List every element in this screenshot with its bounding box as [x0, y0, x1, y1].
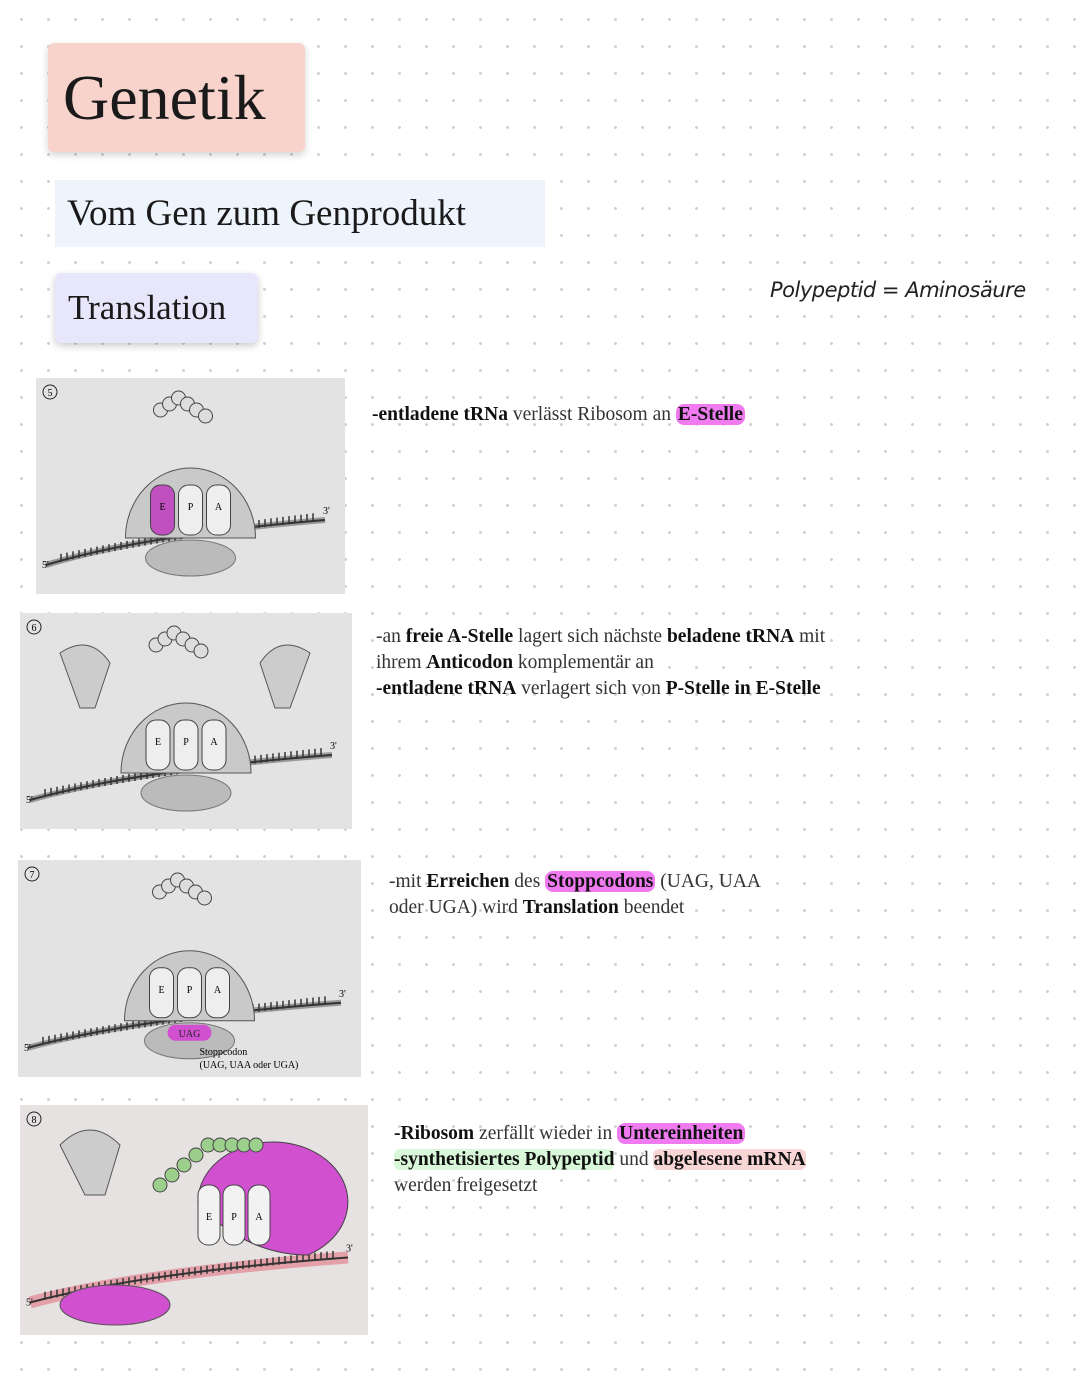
- key-term: Anticodon: [426, 652, 514, 673]
- text-span: -mit: [389, 871, 427, 892]
- figure-shape: E: [158, 984, 165, 996]
- text-span: komplementär an: [513, 652, 654, 673]
- figure-shape: P: [187, 502, 194, 513]
- step-text-6: [376, 624, 825, 702]
- small-subunit: [60, 1285, 170, 1325]
- figure-step-7: [18, 860, 361, 1077]
- amino-acid: [165, 1168, 179, 1182]
- key-term: beladene tRNA: [666, 626, 795, 647]
- amino-acid: [189, 1148, 203, 1162]
- five-prime-label: 5': [42, 560, 49, 571]
- text-span: und: [614, 1149, 654, 1170]
- three-prime-label: 3': [323, 506, 330, 517]
- text-span: zerfällt wieder in: [474, 1123, 618, 1144]
- step-number: 7: [29, 870, 35, 881]
- figure-step-6: [20, 613, 352, 829]
- step-text-7: [389, 869, 761, 921]
- key-term: -synthetisiertes Polypeptid: [394, 1149, 615, 1170]
- figure-shape: A: [255, 1212, 263, 1223]
- key-term: -entladene tRNa: [372, 404, 508, 425]
- amino-acid: [198, 891, 212, 905]
- three-prime-label: 3': [346, 1243, 353, 1255]
- figure-shape: A: [213, 984, 222, 996]
- stop-codon-label: Stoppcodon: [199, 1047, 248, 1058]
- text-line: [394, 1147, 806, 1173]
- key-term: Stoppcodons: [547, 871, 654, 892]
- step-number: 8: [31, 1115, 37, 1126]
- amino-acid: [153, 1178, 167, 1192]
- amino-acid: [194, 644, 208, 658]
- key-term: -Ribosom: [394, 1123, 475, 1144]
- key-term: abgelesene mRNA: [653, 1149, 806, 1170]
- key-term: Untereinheiten: [619, 1123, 744, 1144]
- figure-shape: UAG: [178, 1028, 201, 1040]
- text-span: lagert sich nächste: [513, 626, 667, 647]
- five-prime-label: 5': [24, 1042, 31, 1054]
- trna: [260, 645, 310, 708]
- text-span: ihrem: [376, 652, 427, 673]
- trna: [60, 645, 110, 708]
- small-subunit: [146, 540, 236, 576]
- figure-shape: E: [154, 737, 162, 748]
- step-number: 5: [47, 388, 53, 399]
- released-trna: [60, 1130, 120, 1195]
- amino-acid: [177, 1158, 191, 1172]
- figure-step-5: [36, 378, 345, 594]
- text-line: [394, 1173, 806, 1199]
- five-prime-label: 5': [26, 1297, 33, 1309]
- key-term: Erreichen: [426, 871, 510, 892]
- text-line: [376, 650, 825, 676]
- text-span: (UAG, UAA: [655, 871, 762, 892]
- text-line: [389, 869, 761, 895]
- small-subunit: [141, 775, 231, 811]
- step-text-8: [394, 1121, 806, 1199]
- text-span: mit: [794, 626, 826, 647]
- text-span: oder UGA) wird: [389, 897, 523, 918]
- text-line: [372, 402, 745, 428]
- text-span: des: [509, 871, 546, 892]
- figure-shape: A: [210, 737, 218, 748]
- five-prime-label: 5': [26, 795, 33, 806]
- text-line: [376, 676, 825, 702]
- figure-step-8: [20, 1105, 368, 1335]
- key-term: Translation: [522, 897, 619, 918]
- text-line: [376, 624, 825, 650]
- subtitle: Vom Gen zum Genprodukt: [55, 180, 545, 247]
- figure-shape: A: [214, 502, 223, 513]
- text-span: -an: [376, 626, 406, 647]
- figure-shape: E: [205, 1212, 213, 1223]
- step-number: 6: [31, 623, 37, 634]
- key-term: -entladene tRNA: [376, 678, 517, 699]
- key-term: P-Stelle in E-Stelle: [665, 678, 821, 699]
- three-prime-label: 3': [330, 741, 337, 752]
- figure-shape: E: [159, 502, 166, 513]
- section-heading: Translation: [55, 273, 258, 343]
- text-line: [389, 895, 761, 921]
- figure-shape: P: [183, 737, 189, 748]
- text-span: verlagert sich von: [516, 678, 666, 699]
- text-span: beendet: [618, 897, 685, 918]
- page-title: Genetik: [48, 43, 305, 152]
- key-term: freie A-Stelle: [405, 626, 514, 647]
- handwritten-note: Polypeptid = Aminosäure: [770, 278, 1026, 302]
- three-prime-label: 3': [339, 988, 346, 1000]
- figure-shape: P: [186, 984, 193, 996]
- text-span: verlässt Ribosom an: [507, 404, 676, 425]
- amino-acid: [199, 409, 213, 423]
- text-line: [394, 1121, 806, 1147]
- amino-acid: [249, 1138, 263, 1152]
- step-text-5: [372, 402, 745, 428]
- figure-shape: P: [231, 1212, 237, 1223]
- figure-shape: (UAG, UAA oder UGA): [199, 1060, 299, 1071]
- text-span: werden freigesetzt: [394, 1175, 538, 1196]
- key-term: E-Stelle: [677, 404, 743, 425]
